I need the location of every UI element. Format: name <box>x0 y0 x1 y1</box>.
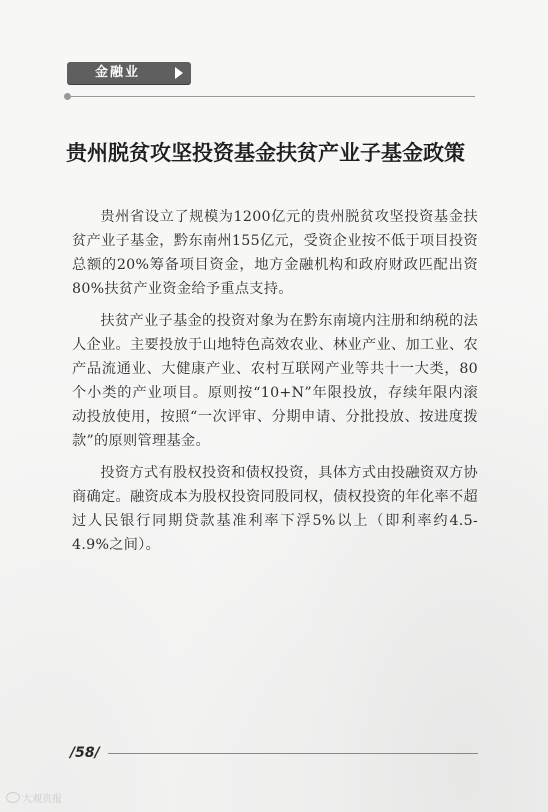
section-tab <box>67 62 191 84</box>
footer-rule <box>108 753 478 754</box>
watermark <box>6 792 62 807</box>
page-number: /58/ <box>70 745 100 761</box>
paragraph-3: 投资方式有股权投资和债权投资，具体方式由投融资双方协商确定。融资成本为股权投资同股同权，债权投资的年化率不超过人民银行同期贷款基准利率下浮5%以上（即利率约4.5-4.9%之间）。 <box>72 465 478 553</box>
paragraph-2: 扶贫产业子基金的投资对象为在黔东南境内注册和纳税的法人企业。主要投放于山地特色高效农业、林业产业、加工业、农产品流通业、大健康产业、农村互联网产业等共十一大类，80个小类的产业项目。原则按“10+N”年限投放，存续年限内滚动投放使用，按照“一次评审、分期申请、分批投放、按进度拨款”的原则管理基金。 <box>72 313 478 449</box>
article-title: 贵州脱贫攻坚投资基金扶贫产业子基金政策 <box>66 140 465 165</box>
weibo-icon <box>6 792 20 803</box>
header-rule <box>67 96 475 97</box>
play-arrow-icon <box>175 67 183 79</box>
watermark-text: 大观贵报 <box>22 794 62 805</box>
section-label: 金融业 <box>95 65 141 80</box>
article-body <box>72 205 478 565</box>
paragraph-1: 贵州省设立了规模为1200亿元的贵州脱贫攻坚投资基金扶贫产业子基金，黔东南州155亿元，受资企业按不低于项目投资总额的20%筹备项目资金，地方金融机构和政府财政匹配出资80%扶贫产业资金给予重点支持。 <box>72 209 478 297</box>
